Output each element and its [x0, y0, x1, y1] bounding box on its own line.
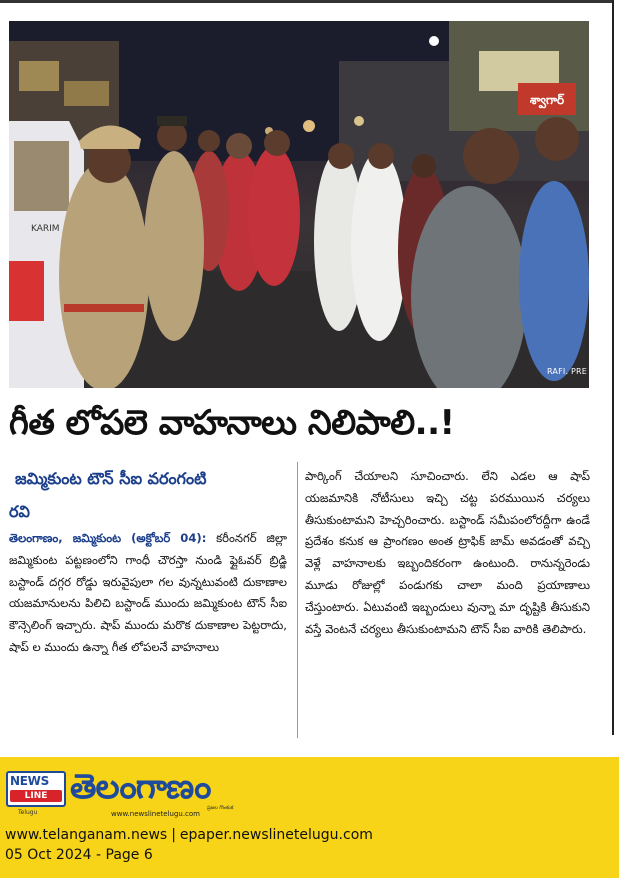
footer [0, 757, 619, 878]
logo-tagline: ప్రజల గొంతుక [207, 805, 234, 811]
article-column-right [305, 466, 590, 640]
dateline: తెలంగాణం, జమ్మికుంట (అక్టోబర్ 04): [9, 531, 207, 545]
article-column-left [9, 462, 287, 659]
article-body-left [9, 528, 287, 659]
edition-date-page: 05 Oct 2024 - Page 6 [5, 847, 153, 863]
headline: గీత లోపలె వాహనాలు నిలిపాలి..! [9, 403, 455, 443]
footer-separator: | [171, 827, 176, 843]
logo-news-text: NEWS [10, 774, 49, 788]
newsline-logo[interactable] [6, 771, 66, 807]
article-body-right: పార్కింగ్ చేయాలని సూచించారు. లేని ఎడల ఆ షాప్ యజమానికి నోటీసులు ఇచ్చి చట్ట పరముయిన చర్యలు తీసుకుంటామని హెచ్చరించారు. బస్టాండ్ సమీపంలోరద్దీగా ఉండే ప్రదేశం కనుక ఆ ప్రాంగణం అంత ట్రాఫిక్ జామ్ అవడంతో వచ్చి వెళ్లే వాహనాలకు ఇబ్బందికరంగా ఉంటుంది. రానున్నరెండు మూడు రోజుల్లో పండుగకు చాలా మంది ప్రయాణాలు చేస్తుంటారు. ఏటువంటి ఇబ్బందులు వున్నా మా దృష్టికి తీసుకుని వస్తే వెంటనే చర్యలు తీసుకుంటామని టౌన్ సీఐ వారికి తెలిపారు. [305, 469, 590, 636]
news-photo [9, 21, 589, 388]
column-divider [297, 462, 298, 738]
logo-line-text: LINE [10, 790, 62, 802]
subheadline-line-2: రవి [9, 502, 30, 521]
top-rule [0, 0, 612, 3]
logo-news-sub: Telugu [18, 809, 38, 816]
footer-links [5, 827, 373, 843]
logo-url: www.newslinetelugu.com [111, 810, 200, 818]
page-border [612, 0, 614, 735]
shop-sign-text: శ్వాగార్ [529, 93, 565, 107]
footer-link-telanganam[interactable]: www.telanganam.news [5, 827, 168, 843]
footer-link-epaper[interactable]: epaper.newslinetelugu.com [179, 827, 373, 843]
news-photo-illustration [9, 21, 589, 388]
subheadline-line-1: జమ్మికుంట టౌన్ సీఐ వరంగంటి [15, 469, 207, 488]
photo-credit: RAFI. PRE [547, 367, 587, 376]
telanganam-logo[interactable]: తెలంగాణం [70, 767, 211, 807]
vehicle-text: KARIM [31, 224, 60, 234]
body-left-text: కరీంనగర్ జిల్లా జమ్మికుంట పట్టణంలోని గాంధీ చౌరస్తా నుండి ఫ్లైఓవర్ బ్రిడ్జి బస్టాండ్ దగ్గర రోడ్డు ఇరువైపులా గల వున్నటువంటి దుకాణాల యజమానులను పిలిచి బస్టాండ్ ముందు జమ్మికుంట టౌన్ సీఐ కౌన్సెలింగ్ ఇచ్చారు. షాప్ ముందు మరొక దుకాణాల పెట్టరాదు, షాప్ ల ముందు ఉన్నా గీత లోపలనే వాహనాలు [9, 531, 287, 654]
subheadline [9, 462, 287, 528]
